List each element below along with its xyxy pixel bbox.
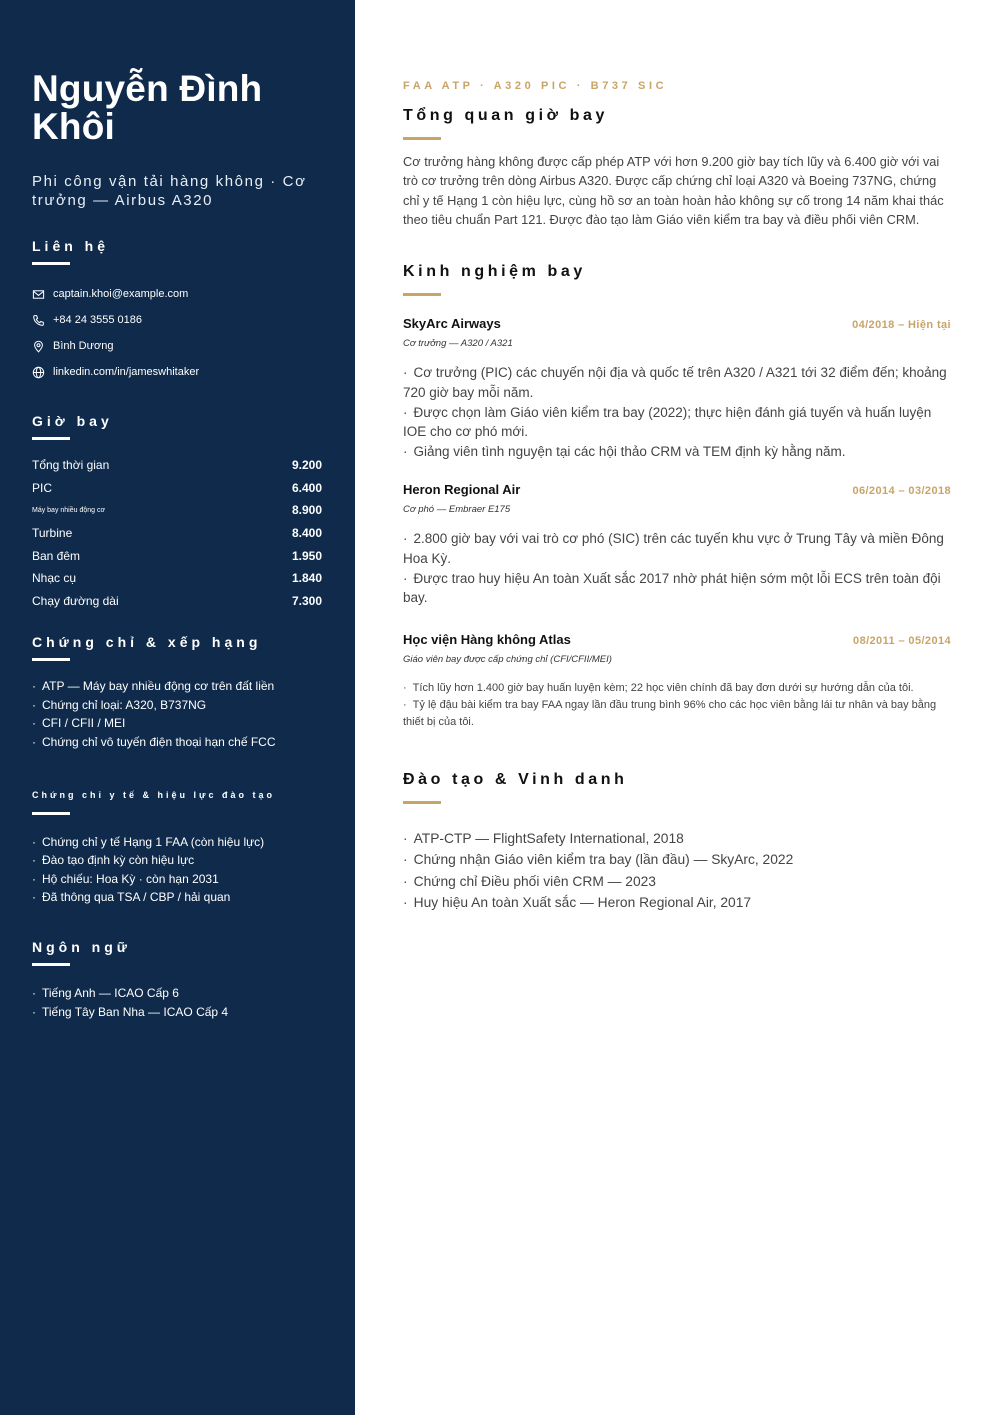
education-heading: Đào tạo & Vinh danh bbox=[403, 771, 628, 788]
hours-value: 9.200 bbox=[291, 458, 322, 473]
hours-label: PIC bbox=[32, 480, 53, 495]
summary-heading: Tổng quan giờ bay bbox=[403, 107, 609, 124]
job-role: Giáo viên bay được cấp chứng chỉ (CFI/CFII/MEI) bbox=[403, 654, 612, 666]
list-item: · Huy hiệu An toàn Xuất sắc — Heron Regional Air, 2017 bbox=[403, 892, 951, 913]
job-bullets bbox=[403, 363, 951, 462]
contact-phone[interactable] bbox=[32, 307, 323, 333]
contact-section bbox=[32, 238, 323, 385]
job-bullets bbox=[403, 529, 951, 608]
list-item: · Chứng chỉ Điều phối viên CRM — 2023 bbox=[403, 871, 951, 892]
location-pin-icon bbox=[32, 340, 45, 353]
flight-hours-heading: Giờ bay bbox=[32, 413, 113, 429]
hours-label: Nhạc cụ bbox=[32, 571, 77, 586]
hours-value: 8.400 bbox=[291, 526, 322, 541]
hours-row bbox=[32, 567, 322, 590]
mail-icon bbox=[32, 288, 45, 301]
contact-list bbox=[32, 281, 323, 385]
hours-label: Máy bay nhiều động cơ bbox=[32, 506, 106, 514]
certificates-section bbox=[32, 634, 323, 751]
education-section bbox=[403, 771, 951, 913]
globe-icon bbox=[32, 366, 45, 379]
list-item: · Giảng viên tình nguyện tại các hội thảo CRM và TEM định kỳ hằng năm. bbox=[403, 442, 951, 462]
languages-list bbox=[32, 984, 323, 1021]
heading-divider bbox=[403, 293, 441, 296]
contact-website-text: linkedin.com/in/jameswhitaker bbox=[53, 366, 200, 378]
heading-divider bbox=[32, 262, 70, 265]
list-item: · Chứng chỉ vô tuyến điện thoại hạn chế FCC bbox=[32, 733, 323, 752]
list-item: · Được trao huy hiệu An toàn Xuất sắc 2017 nhờ phát hiện sớm một lỗi ECS trên toàn đội bay. bbox=[403, 569, 951, 609]
list-item: · Chứng chỉ y tế Hạng 1 FAA (còn hiệu lực) bbox=[32, 833, 323, 852]
education-list bbox=[403, 828, 951, 913]
hours-row bbox=[32, 544, 322, 567]
list-item: · Tiếng Tây Ban Nha — ICAO Cấp 4 bbox=[32, 1003, 323, 1022]
job-header bbox=[403, 632, 951, 647]
job-entry bbox=[403, 316, 951, 462]
heading-divider bbox=[32, 658, 70, 661]
job-company: Heron Regional Air bbox=[403, 481, 521, 497]
hours-label: Ban đêm bbox=[32, 548, 81, 563]
hours-row bbox=[32, 522, 322, 545]
job-company: Học viện Hàng không Atlas bbox=[403, 632, 571, 648]
list-item: · 2.800 giờ bay với vai trò cơ phó (SIC) trên các tuyến khu vực ở Trung Tây và miền Đông Hoa Kỳ. bbox=[403, 529, 951, 569]
contact-location-text: Bình Dương bbox=[53, 340, 114, 352]
contact-email[interactable] bbox=[32, 281, 323, 307]
list-item: · Tích lũy hơn 1.400 giờ bay huấn luyện kèm; 22 học viên chính đã bay đơn dưới sự hướng dẫn của tôi. bbox=[403, 680, 951, 697]
job-company: SkyArc Airways bbox=[403, 316, 501, 331]
list-item: · Được chọn làm Giáo viên kiểm tra bay (2022); thực hiện đánh giá tuyến và huấn luyện IOE cho cơ phó mới. bbox=[403, 403, 951, 443]
job-date: 04/2018 – Hiện tại bbox=[852, 319, 951, 331]
heading-divider bbox=[32, 963, 70, 966]
medical-list bbox=[32, 833, 323, 907]
hours-value: 6.400 bbox=[291, 480, 322, 495]
hours-row bbox=[32, 499, 322, 522]
candidate-name: Nguyễn Đình Khôi bbox=[32, 68, 263, 147]
flight-hours-table bbox=[32, 454, 322, 612]
contact-email-text: captain.khoi@example.com bbox=[53, 288, 189, 300]
heading-divider bbox=[403, 137, 441, 140]
hours-value: 1.840 bbox=[291, 571, 322, 586]
hours-label: Tổng thời gian bbox=[32, 458, 110, 473]
job-bullets bbox=[403, 680, 951, 731]
list-item: · Cơ trưởng (PIC) các chuyến nội địa và quốc tế trên A320 / A321 tới 32 điểm đến; khoảng 720 giờ bay mỗi năm. bbox=[403, 363, 951, 403]
list-item: · Tiếng Anh — ICAO Cấp 6 bbox=[32, 984, 323, 1003]
phone-icon bbox=[32, 314, 45, 327]
hours-row bbox=[32, 590, 322, 613]
summary-text: Cơ trưởng hàng không được cấp phép ATP với hơn 9.200 giờ bay tích lũy và 6.400 giờ với vai trò cơ trưởng trên dòng Airbus A320. Được cấp chứng chỉ loại A320 và Boeing 737NG, chứng chỉ y tế Hạng 1 còn hiệu lực, cùng hồ sơ an toàn hoàn hảo không sự cố trong 14 năm khai thác theo tiêu chuẩn Part 121. Được đào tạo làm Giáo viên kiểm tra bay và điều phối viên CRM. bbox=[403, 154, 944, 227]
hours-value: 8.900 bbox=[291, 503, 322, 518]
hours-label: Chạy đường dài bbox=[32, 593, 119, 608]
languages-section bbox=[32, 939, 323, 1021]
job-role: Cơ phó — Embraer E175 bbox=[403, 503, 511, 515]
contact-website[interactable] bbox=[32, 359, 323, 385]
candidate-subtitle: Phi công vận tải hàng không · Cơ trưởng — Airbus A320 bbox=[32, 173, 307, 209]
hours-value: 1.950 bbox=[291, 548, 322, 563]
heading-divider bbox=[403, 801, 441, 804]
job-entry bbox=[403, 632, 951, 731]
experience-section bbox=[403, 263, 951, 731]
medical-heading: Chứng chỉ y tế & hiệu lực đào tạo bbox=[32, 789, 276, 800]
list-item: · ATP-CTP — FlightSafety International, 2018 bbox=[403, 828, 951, 849]
job-header bbox=[403, 316, 951, 331]
list-item: · Chứng nhận Giáo viên kiểm tra bay (lần đầu) — SkyArc, 2022 bbox=[403, 849, 951, 870]
list-item: · Hộ chiếu: Hoa Kỳ · còn hạn 2031 bbox=[32, 870, 323, 889]
list-item: · Chứng chỉ loại: A320, B737NG bbox=[32, 696, 323, 715]
contact-heading: Liên hệ bbox=[32, 238, 110, 254]
contact-phone-text: +84 24 3555 0186 bbox=[53, 314, 143, 326]
summary-section bbox=[403, 107, 951, 229]
job-date: 06/2014 – 03/2018 bbox=[852, 484, 951, 497]
list-item: · Tỷ lệ đậu bài kiểm tra bay FAA ngay lần đầu trung bình 96% cho các học viên bằng lái tư nhân và bay bằng thiết bị của tôi. bbox=[403, 697, 951, 731]
languages-heading: Ngôn ngữ bbox=[32, 938, 131, 955]
experience-heading: Kinh nghiệm bay bbox=[403, 263, 586, 280]
job-entry bbox=[403, 482, 951, 608]
heading-divider bbox=[32, 812, 70, 815]
certificates-list bbox=[32, 677, 323, 751]
job-header bbox=[403, 482, 951, 497]
job-date: 08/2011 – 05/2014 bbox=[853, 635, 951, 648]
hours-row bbox=[32, 454, 322, 477]
certificates-heading: Chứng chỉ & xếp hạng bbox=[32, 634, 262, 651]
flight-hours-section bbox=[32, 413, 323, 612]
credentials-tagline: FAA ATP · A320 PIC · B737 SIC bbox=[403, 80, 668, 92]
medical-section bbox=[32, 790, 323, 907]
list-item: · Đào tạo định kỳ còn hiệu lực bbox=[32, 851, 323, 870]
hours-row bbox=[32, 477, 322, 500]
list-item: · CFI / CFII / MEI bbox=[32, 714, 323, 733]
sidebar bbox=[0, 0, 355, 1415]
heading-divider bbox=[32, 437, 70, 440]
contact-location bbox=[32, 333, 323, 359]
list-item: · ATP — Máy bay nhiều động cơ trên đất liền bbox=[32, 677, 323, 696]
list-item: · Đã thông qua TSA / CBP / hải quan bbox=[32, 888, 323, 907]
hours-label: Turbine bbox=[32, 526, 73, 541]
hours-value: 7.300 bbox=[291, 593, 322, 608]
job-role: Cơ trưởng — A320 / A321 bbox=[403, 338, 513, 349]
